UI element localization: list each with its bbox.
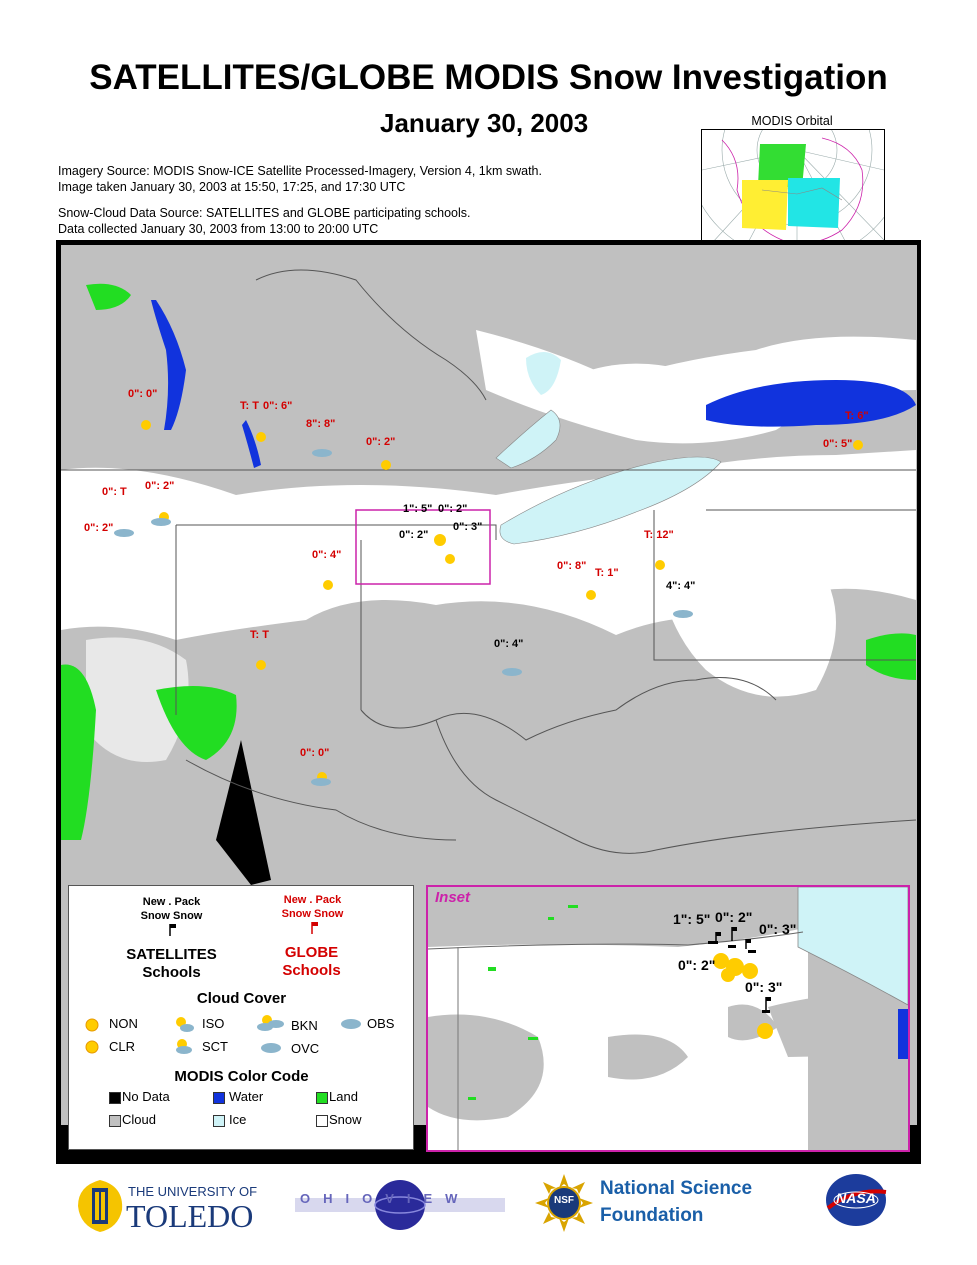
nasa-text: NASA bbox=[836, 1190, 876, 1206]
data-source-line-1: Snow-Cloud Data Source: SATELLITES and GLOBE participating schools. bbox=[58, 206, 471, 220]
page-date: January 30, 2003 bbox=[380, 108, 589, 138]
swatch-ice bbox=[213, 1115, 225, 1127]
globe-school-label: 0": T bbox=[102, 486, 127, 498]
inset-map bbox=[426, 885, 910, 1152]
cloud-cover-sct: SCT bbox=[202, 1039, 228, 1054]
globe-snow-snow-label: Snow Snow bbox=[281, 908, 344, 920]
satellites-school-label: 0": 4" bbox=[494, 638, 524, 650]
satellites-school-label: 0": 2" bbox=[438, 503, 468, 515]
map-legend bbox=[68, 885, 414, 1150]
imagery-source-line-2: Image taken January 30, 2003 at 15:50, 17:25, and 17:30 UTC bbox=[58, 180, 406, 194]
modis-code-snow: Snow bbox=[329, 1112, 362, 1127]
satellites-school-label: 0": 2" bbox=[399, 529, 429, 541]
clear-sun-icon bbox=[83, 1038, 101, 1056]
modis-code-ice: Ice bbox=[229, 1112, 247, 1127]
data-source-line-2: Data collected January 30, 2003 from 13:00 to 20:00 UTC bbox=[58, 222, 379, 236]
globe-school-label: 8": 8" bbox=[306, 418, 336, 430]
scattered-cloud-icon bbox=[173, 1036, 195, 1056]
toledo-emblem-icon bbox=[70, 1176, 130, 1234]
sun-icon bbox=[83, 1016, 101, 1034]
globe-new-pack-label: New . Pack bbox=[283, 894, 342, 906]
modis-code-no-data: No Data bbox=[122, 1089, 170, 1104]
globe-school-label: 0": 2" bbox=[84, 522, 114, 534]
orbital-map bbox=[701, 129, 885, 255]
globe-school-label: T: 1" bbox=[595, 567, 619, 579]
modis-color-code-title: MODIS Color Code bbox=[174, 1068, 309, 1085]
cloud-cover-non: NON bbox=[109, 1016, 138, 1031]
orbital-label: MODIS Orbital bbox=[751, 114, 833, 128]
globe-school-label: 0": 0" bbox=[300, 747, 330, 759]
swatch-water bbox=[213, 1092, 225, 1104]
globe-school-label: 0": 0" bbox=[128, 388, 158, 400]
satellites-snow-snow-label: Snow Snow bbox=[140, 910, 203, 922]
globe-school-label: 0": 4" bbox=[312, 549, 342, 561]
globe-school-label: 0": 2" bbox=[366, 436, 396, 448]
globe-school-label: 0": 2" bbox=[145, 480, 175, 492]
globe-school-label: 0": 6" bbox=[263, 400, 293, 412]
globe-schools-line-1: GLOBE bbox=[284, 944, 339, 961]
inset-label: 0": 2" bbox=[715, 909, 753, 925]
overcast-cloud-icon bbox=[339, 1016, 363, 1030]
inset-title: Inset bbox=[435, 889, 471, 906]
satellites-schools-line-2: Schools bbox=[142, 964, 201, 981]
cloud-cover-ovc: OVC bbox=[291, 1041, 320, 1056]
globe-school-label: T: 12" bbox=[644, 529, 674, 541]
globe-school-label: 0": 5" bbox=[823, 438, 853, 450]
globe-schools-line-2: Schools bbox=[282, 962, 341, 979]
toledo-big-text: TOLEDO bbox=[126, 1198, 254, 1234]
swatch-cloud bbox=[109, 1115, 121, 1127]
modis-code-cloud: Cloud bbox=[122, 1112, 156, 1127]
broken-cloud-icon bbox=[255, 1012, 285, 1034]
nsf-line-2: Foundation bbox=[600, 1205, 704, 1226]
swatch-snow bbox=[316, 1115, 328, 1127]
globe-flag-icon bbox=[309, 921, 321, 935]
cloud-cover-clr: CLR bbox=[109, 1039, 136, 1054]
cloud-cover-title: Cloud Cover bbox=[196, 990, 287, 1007]
satellites-school-label: 4": 4" bbox=[666, 580, 696, 592]
satellites-flag-icon bbox=[167, 923, 179, 937]
satellites-schools-line-1: SATELLITES bbox=[126, 946, 217, 963]
inset-label: 0": 3" bbox=[745, 979, 783, 995]
cloud-icon bbox=[259, 1040, 283, 1054]
nsf-seal-text: NSF bbox=[554, 1195, 574, 1206]
toledo-small-text: THE UNIVERSITY OF bbox=[128, 1184, 258, 1199]
ohioview-text: OHIOVIEW bbox=[300, 1191, 471, 1206]
cloud-cover-iso: ISO bbox=[202, 1016, 225, 1031]
globe-school-label: T: T bbox=[250, 629, 269, 641]
page-title: SATELLITES/GLOBE MODIS Snow Investigation bbox=[89, 58, 888, 97]
cloud-cover-obs: OBS bbox=[367, 1016, 395, 1031]
satellites-new-pack-label: New . Pack bbox=[142, 896, 201, 908]
swatch-no-data bbox=[109, 1092, 121, 1104]
cloud-cover-bkn: BKN bbox=[291, 1018, 318, 1033]
inset-label: 0": 3" bbox=[759, 921, 797, 937]
inset-label: 1": 5" bbox=[673, 911, 711, 927]
modis-code-water: Water bbox=[229, 1089, 264, 1104]
swatch-land bbox=[316, 1092, 328, 1104]
satellites-school-label: 0": 3" bbox=[453, 521, 483, 533]
partly-cloudy-icon bbox=[173, 1014, 195, 1034]
globe-school-label: T: T bbox=[240, 400, 259, 412]
satellites-school-label: 1": 5" bbox=[403, 503, 433, 515]
imagery-source-line-1: Imagery Source: MODIS Snow-ICE Satellite Processed-Imagery, Version 4, 1km swath. bbox=[58, 164, 542, 178]
modis-code-land: Land bbox=[329, 1089, 358, 1104]
globe-school-label: 0": 8" bbox=[557, 560, 587, 572]
nsf-line-1: National Science bbox=[600, 1178, 753, 1199]
inset-label: 0": 2" bbox=[678, 957, 716, 973]
sponsor-logos bbox=[0, 1168, 977, 1265]
globe-school-label: T: 6" bbox=[845, 410, 869, 422]
